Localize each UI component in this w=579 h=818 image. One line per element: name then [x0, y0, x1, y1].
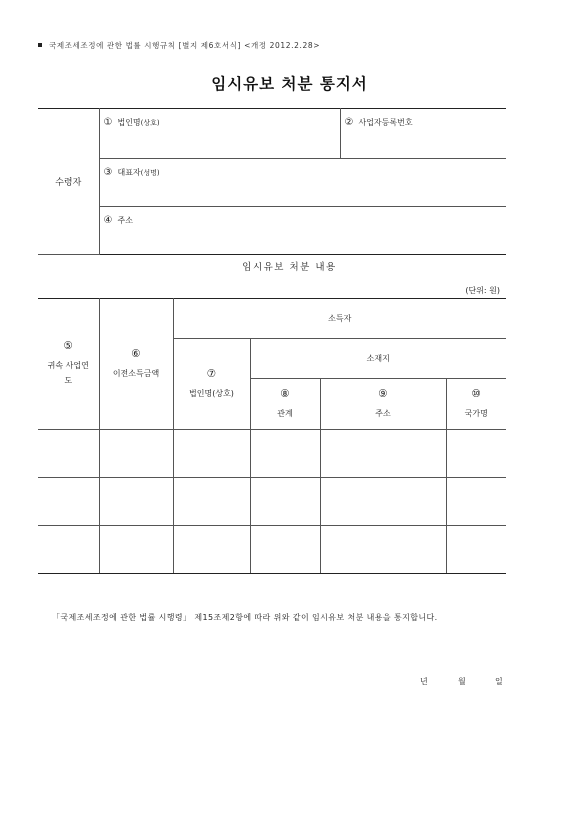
recipient-table	[38, 108, 506, 255]
field-label: 주소	[117, 216, 133, 225]
circled-number: ④	[103, 215, 113, 226]
table-cell[interactable]	[446, 478, 506, 526]
circled-number: ⑦	[206, 367, 217, 380]
header-fiscal-year	[38, 299, 99, 430]
table-cell[interactable]	[99, 430, 173, 478]
header-address	[320, 379, 446, 430]
form-reference-text: 국제조세조정에 관한 법률 시행규칙 [별지 제6호서식] <개정 2012.2.28>	[49, 41, 321, 50]
header-label: 이전소득금액	[112, 368, 160, 378]
table-row	[38, 430, 506, 478]
date-year-label: 년	[420, 677, 428, 686]
rep-name-field[interactable]	[99, 159, 506, 207]
circled-number: ⑤	[63, 340, 73, 352]
field-sublabel: (성명)	[140, 169, 160, 177]
table-cell[interactable]	[99, 478, 173, 526]
header-country	[446, 379, 506, 430]
date-day-label: 일	[495, 677, 503, 686]
field-label: 법인명	[117, 118, 141, 127]
field-sublabel: (상호)	[140, 119, 160, 127]
field-label: 대표자	[117, 168, 141, 177]
table-cell[interactable]	[99, 526, 173, 574]
header-recipient-group: 소득자	[173, 299, 506, 339]
header-relation	[250, 379, 320, 430]
header-corp-name	[173, 339, 250, 430]
unit-note: (단위: 원)	[465, 286, 500, 295]
table-cell[interactable]	[320, 526, 446, 574]
circled-number: ③	[103, 167, 113, 178]
table-row	[38, 478, 506, 526]
corp-name-field[interactable]	[99, 109, 340, 159]
table-cell[interactable]	[38, 430, 99, 478]
circled-number: ①	[103, 117, 113, 128]
field-label: 사업자등록번호	[358, 118, 413, 127]
header-label: 귀속 사업연	[47, 361, 89, 370]
table-cell[interactable]	[250, 478, 320, 526]
header-label: 관계	[277, 408, 293, 418]
table-cell[interactable]	[173, 430, 250, 478]
table-cell[interactable]	[320, 430, 446, 478]
notice-statement: 「국제조세조정에 관한 법률 시행령」 제15조제2항에 따라 위와 같이 임시유보 처분 내용을 통지합니다.	[52, 613, 438, 622]
header-label: 법인명(상호)	[189, 388, 234, 398]
date-month-label: 월	[458, 677, 466, 686]
table-cell[interactable]	[446, 526, 506, 574]
biz-reg-no-field[interactable]	[340, 109, 506, 159]
header-transfer-income	[99, 299, 173, 430]
section-title: 임시유보 처분 내용	[242, 262, 337, 273]
table-cell[interactable]	[320, 478, 446, 526]
circled-number: ⑩	[471, 387, 481, 400]
document-title: 임시유보 처분 통지서	[211, 75, 368, 93]
bullet-icon	[38, 43, 42, 47]
table-cell[interactable]	[38, 526, 99, 574]
disposition-table	[38, 298, 506, 574]
header-label: 국가명	[464, 408, 488, 418]
circled-number: ②	[344, 117, 354, 128]
circled-number: ⑧	[280, 387, 290, 400]
header-label: 도	[64, 376, 73, 385]
form-reference-note	[38, 40, 320, 51]
header-label: 주소	[375, 408, 391, 418]
circled-number: ⑨	[378, 387, 388, 400]
table-cell[interactable]	[38, 478, 99, 526]
table-cell[interactable]	[446, 430, 506, 478]
table-cell[interactable]	[250, 526, 320, 574]
table-row	[38, 526, 506, 574]
recipient-label: 수령자	[38, 109, 99, 255]
table-cell[interactable]	[173, 478, 250, 526]
circled-number: ⑥	[131, 347, 141, 360]
header-location-group: 소재지	[250, 339, 506, 379]
table-cell[interactable]	[250, 430, 320, 478]
address-field[interactable]	[99, 207, 506, 255]
table-cell[interactable]	[173, 526, 250, 574]
